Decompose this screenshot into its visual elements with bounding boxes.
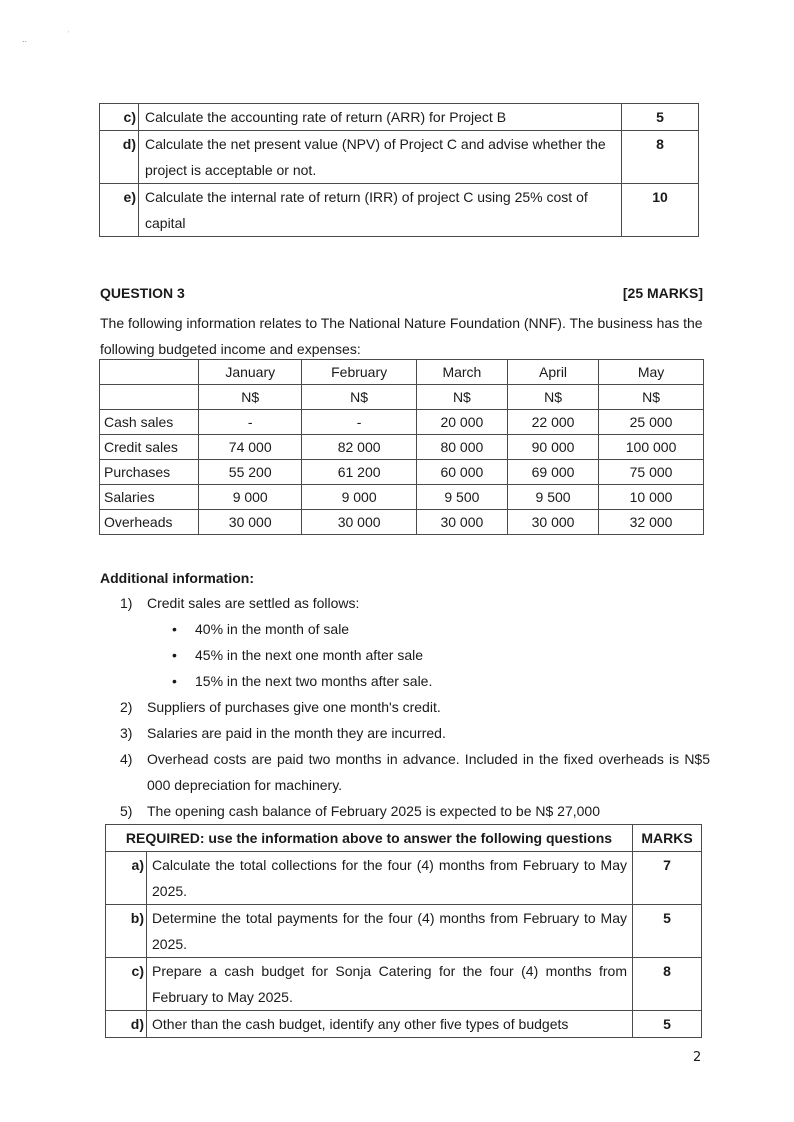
question-text: Calculate the internal rate of return (IRR) of project C using 25% cost of capital: [139, 184, 622, 237]
page-number: 2: [693, 1050, 702, 1065]
bullet-text: 45% in the next one month after sale: [195, 647, 424, 663]
question-marks: 5: [622, 104, 699, 131]
question-label: c): [100, 104, 139, 131]
question-text: Prepare a cash budget for Sonja Catering for the four (4) months from February to May 2025.: [147, 958, 633, 1011]
question-marks: 10: [622, 184, 699, 237]
required-header: REQUIRED: use the information above to answer the following questions: [106, 825, 633, 852]
scan-artifact: ..: [22, 34, 28, 44]
question-marks: 5: [633, 1011, 702, 1038]
table-cell: -: [302, 410, 416, 435]
bullet-text: 15% in the next two months after sale.: [195, 673, 433, 689]
table-cell: 80 000: [416, 435, 507, 460]
table-cell: 30 000: [416, 510, 507, 535]
question-marks: 5: [633, 905, 702, 958]
required-table: [105, 824, 702, 1038]
currency-cell: N$: [302, 385, 416, 410]
table-row: [106, 905, 702, 958]
question-label: c): [106, 958, 147, 1011]
currency-cell: N$: [599, 385, 704, 410]
table-row: [100, 435, 704, 460]
currency-cell: N$: [199, 385, 302, 410]
question-text: Calculate the accounting rate of return (ARR) for Project B: [139, 104, 622, 131]
column-header: April: [507, 360, 598, 385]
table-cell: 25 000: [599, 410, 704, 435]
list-number: 1): [120, 595, 133, 611]
row-header: Purchases: [100, 460, 199, 485]
budget-table: [99, 359, 704, 535]
row-header: Credit sales: [100, 435, 199, 460]
question-label: b): [106, 905, 147, 958]
table-cell: 82 000: [302, 435, 416, 460]
question-label: d): [100, 131, 139, 184]
bullet-item: [120, 616, 710, 642]
question-title: QUESTION 3: [100, 285, 185, 301]
question-text: Calculate the net present value (NPV) of Project C and advise whether the project is acceptable or not.: [139, 131, 622, 184]
question-marks: 8: [633, 958, 702, 1011]
table-header-row: [106, 825, 702, 852]
table-cell: 32 000: [599, 510, 704, 535]
table-row: [100, 510, 704, 535]
list-item: [120, 798, 710, 824]
list-item: [120, 590, 710, 616]
question-total-marks: [25 MARKS]: [622, 285, 703, 301]
list-text: Overhead costs are paid two months in advance. Included in the fixed overheads is N$5 000 depreciation for machinery.: [147, 751, 710, 793]
list-item: [120, 746, 710, 798]
question-label: e): [100, 184, 139, 237]
table-cell: 9 500: [507, 485, 598, 510]
column-header: March: [416, 360, 507, 385]
bullet-icon: •: [172, 621, 177, 637]
table-cell: 9 000: [199, 485, 302, 510]
list-number: 4): [120, 751, 133, 767]
table-cell: 90 000: [507, 435, 598, 460]
table-cell: 10 000: [599, 485, 704, 510]
table-cell: 20 000: [416, 410, 507, 435]
question-text: Other than the cash budget, identify any other five types of budgets: [147, 1011, 633, 1038]
table-row: [106, 1011, 702, 1038]
list-number: 3): [120, 725, 133, 741]
column-header: January: [199, 360, 302, 385]
table-cell: 30 000: [199, 510, 302, 535]
row-header: Cash sales: [100, 410, 199, 435]
table-cell: 30 000: [507, 510, 598, 535]
table-row: [100, 184, 699, 237]
table-cell: 55 200: [199, 460, 302, 485]
marks-header: MARKS: [633, 825, 702, 852]
bullet-item: [120, 642, 710, 668]
bullet-icon: •: [172, 647, 177, 663]
table-row: [100, 131, 699, 184]
currency-cell: N$: [507, 385, 598, 410]
table-row: [100, 104, 699, 131]
list-item: [120, 694, 710, 720]
question-marks: 7: [633, 852, 702, 905]
table-row: [106, 958, 702, 1011]
table-row: [100, 410, 704, 435]
table-header-row: [100, 360, 704, 385]
table-cell: 9 000: [302, 485, 416, 510]
table-cell: 75 000: [599, 460, 704, 485]
question2-table: [99, 103, 699, 237]
question-label: d): [106, 1011, 147, 1038]
empty-cell: [100, 360, 199, 385]
table-cell: 74 000: [199, 435, 302, 460]
table-row: [100, 485, 704, 510]
table-row: [106, 852, 702, 905]
question-text: Determine the total payments for the four (4) months from February to May 2025.: [147, 905, 633, 958]
column-header: February: [302, 360, 416, 385]
list-text: The opening cash balance of February 2025 is expected to be N$ 27,000: [147, 803, 600, 819]
table-cell: 100 000: [599, 435, 704, 460]
bullet-item: [120, 668, 710, 694]
table-cell: 61 200: [302, 460, 416, 485]
list-text: Suppliers of purchases give one month's credit.: [147, 699, 441, 715]
table-cell: 60 000: [416, 460, 507, 485]
row-header: Salaries: [100, 485, 199, 510]
list-number: 2): [120, 699, 133, 715]
table-cell: 30 000: [302, 510, 416, 535]
additional-info-title: Additional information:: [100, 570, 254, 586]
table-cell: 22 000: [507, 410, 598, 435]
table-cell: 69 000: [507, 460, 598, 485]
list-number: 5): [120, 803, 133, 819]
row-header: Overheads: [100, 510, 199, 535]
question-marks: 8: [622, 131, 699, 184]
additional-info-list: [120, 590, 710, 824]
table-cell: 9 500: [416, 485, 507, 510]
table-row: [100, 460, 704, 485]
question-text: Calculate the total collections for the four (4) months from February to May 2025.: [147, 852, 633, 905]
empty-cell: [100, 385, 199, 410]
list-text: Salaries are paid in the month they are incurred.: [147, 725, 446, 741]
bullet-icon: •: [172, 673, 177, 689]
list-text: Credit sales are settled as follows:: [147, 595, 360, 611]
list-item: [120, 720, 710, 746]
currency-row: [100, 385, 704, 410]
scan-artifact: ': [68, 31, 70, 38]
currency-cell: N$: [416, 385, 507, 410]
question-label: a): [106, 852, 147, 905]
question-intro: The following information relates to The National Nature Foundation (NNF). The business has the following budgeted income and expenses:: [100, 315, 703, 357]
bullet-text: 40% in the month of sale: [195, 621, 350, 637]
column-header: May: [599, 360, 704, 385]
table-cell: -: [199, 410, 302, 435]
